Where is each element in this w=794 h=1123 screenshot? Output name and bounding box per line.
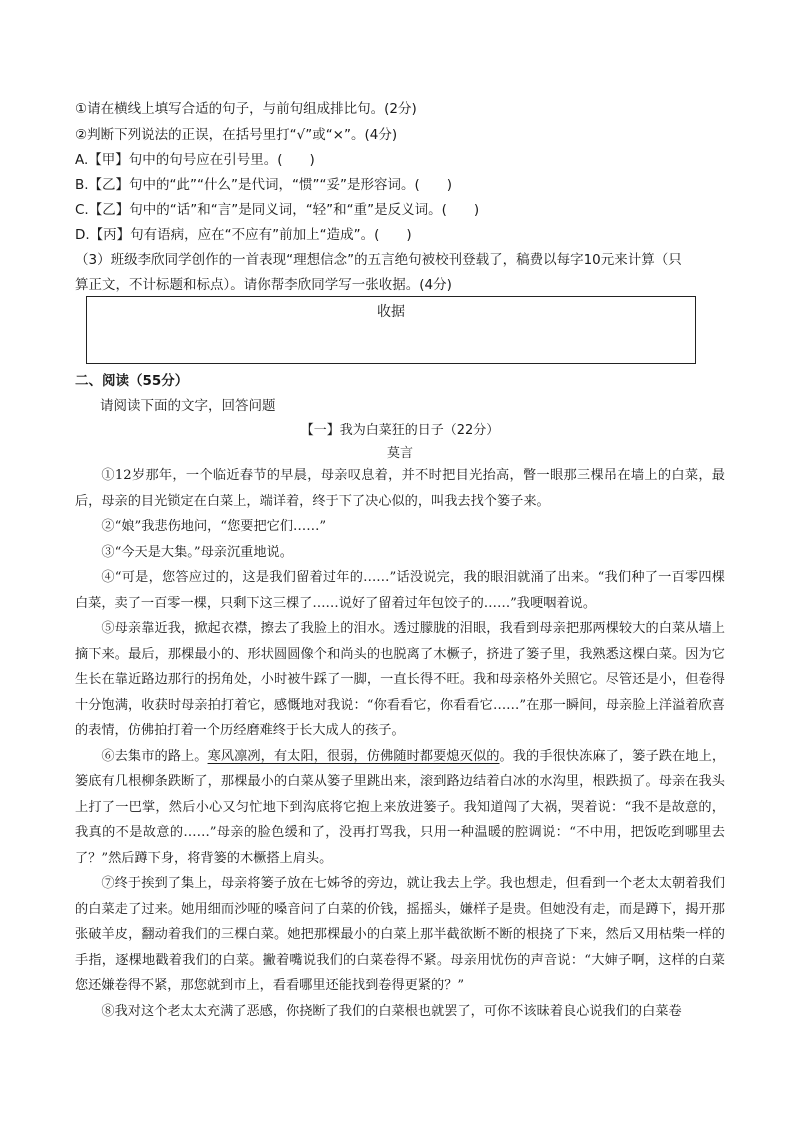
- option-d: D.【丙】句有语病，应在“不应有”前加上“造成”。( ): [75, 227, 412, 243]
- article-author: 莫言: [386, 446, 413, 461]
- paragraph-8: ⑧我对这个老太太充满了恶感，你挠断了我们的白菜根也就罢了，可你不该昧着良心说我们的白菜卷: [101, 1003, 682, 1019]
- paragraph-6-prefix: ⑥去集市的路上。: [101, 748, 208, 764]
- receipt-title: 收据: [377, 304, 405, 320]
- question-2-instruction: ②判断下列说法的正误，在括号里打“√”或“×”。(4分): [75, 127, 398, 143]
- paragraph-6-rest: 。我的手很快冻麻了，篓子跌在地上，篓底有几根柳条跌断了，那棵最小的白菜从篓子里跳出来，滚到路边结着白冰的水沟里，根跌损了。母亲在我头上打了一巴掌，然后小心又匀忙地下到沟底将它抱上来放进篓子。我知道闯了大祸，哭着说：“我不是故意的，我真的不是故意的……”母亲的脸色缓和了，没再打骂我，只用一种温暖的腔调说：“不中用，把饭吃到哪里去了？”然后蹲下身，将背篓的木橛搭上肩头。: [75, 748, 726, 866]
- reading-instruction: 请阅读下面的文字，回答问题: [100, 398, 276, 414]
- option-b: B.【乙】句中的“此”“什么”是代词，“惯”“妥”是形容词。( ): [75, 177, 453, 193]
- receipt-answer-box[interactable]: [86, 296, 696, 364]
- paragraph-3: ③“今天是大集。”母亲沉重地说。: [101, 544, 293, 560]
- article-body: [75, 463, 725, 1024]
- question-1-instruction: ①请在横线上填写合适的句子，与前句组成排比句。(2分): [75, 101, 417, 117]
- paragraph-5: ⑤母亲靠近我，掀起衣襟，擦去了我脸上的泪水。透过朦胧的泪眼，我看到母亲把那两棵较大的白菜从墙上摘下来。最后，那棵最小的、形状圆圆像个和尚头的也脱离了木橛子，挤进了篓子里，我熟悉这棵白菜。因为它生长在靠近路边那行的拐角处，小时被牛踩了一脚，一直长得不旺。我和母亲格外关照它。尽管还是小，但卷得十分饱满，收获时母亲拍打着它，感慨地对我说：“你看看它，你看看它……”在那一瞬间，母亲脸上洋溢着欣喜的表情，仿佛拍打着一个历经磨难终于长大成人的孩子。: [75, 621, 725, 738]
- paragraph-6-underlined-sentence: 寒风凛冽，有太阳，很弱，仿佛随时都要熄灭似的: [207, 748, 500, 764]
- option-c: C.【乙】句中的“话”和“言”是同义词，“轻”和“重”是反义词。( ): [75, 202, 480, 218]
- question-3-line-2: 算正文，不计标题和标点）。请你帮李欣同学写一张收据。(4分): [75, 277, 452, 293]
- question-3-line-1: （3）班级李欣同学创作的一首表现“理想信念”的五言绝句被校刊登载了，稿费以每字10元来计算（只: [75, 252, 682, 268]
- article-title: 【一】我为白菜狂的日子（22分）: [300, 423, 500, 438]
- paragraph-7: ⑦终于挨到了集上，母亲将篓子放在七姊爷的旁边，就让我去上学。我也想走，但看到一个老太太朝着我们的白菜走了过来。她用细而沙哑的嗓音问了白菜的价钱，摇摇头，嫌样子是贵。但她没有走，而是蹲下，揭开那张破羊皮，翻动着我们的三棵白菜。她把那棵最小的白菜上那半截欲断不断的根挠了下来，然后又用枯柴一样的手指，逐棵地戳着我们的白菜。撇着嘴说我们的白菜卷得不紧。母亲用忧伤的声音说：“大婶子啊，这样的白菜您还嫌卷得不紧，那您就到市上，看看哪里还能找到卷得更紧的？”: [75, 876, 725, 993]
- paragraph-4: ④“可是，您答应过的，这是我们留着过年的……”话没说完，我的眼泪就涌了出来。“我们种了一百零四棵白菜，卖了一百零一棵，只剩下这三棵了……说好了留着过年包饺子的……”我哽咽着说。: [75, 570, 725, 611]
- paragraph-2: ②“娘”我悲伤地问，“您要把它们……”: [101, 519, 327, 534]
- paragraph-1: ①12岁那年，一个临近春节的早晨，母亲叹息着，并不时把目光抬高，瞥一眼那三棵吊在墙上的白菜，最后，母亲的目光锁定在白菜上，端详着，终于下了决心似的，叫我去找个篓子来。: [75, 468, 725, 509]
- paragraph-6: [75, 744, 725, 872]
- section-heading: 二、阅读（55分）: [75, 373, 189, 389]
- option-a: A.【甲】句中的句号应在引号里。( ): [75, 152, 315, 168]
